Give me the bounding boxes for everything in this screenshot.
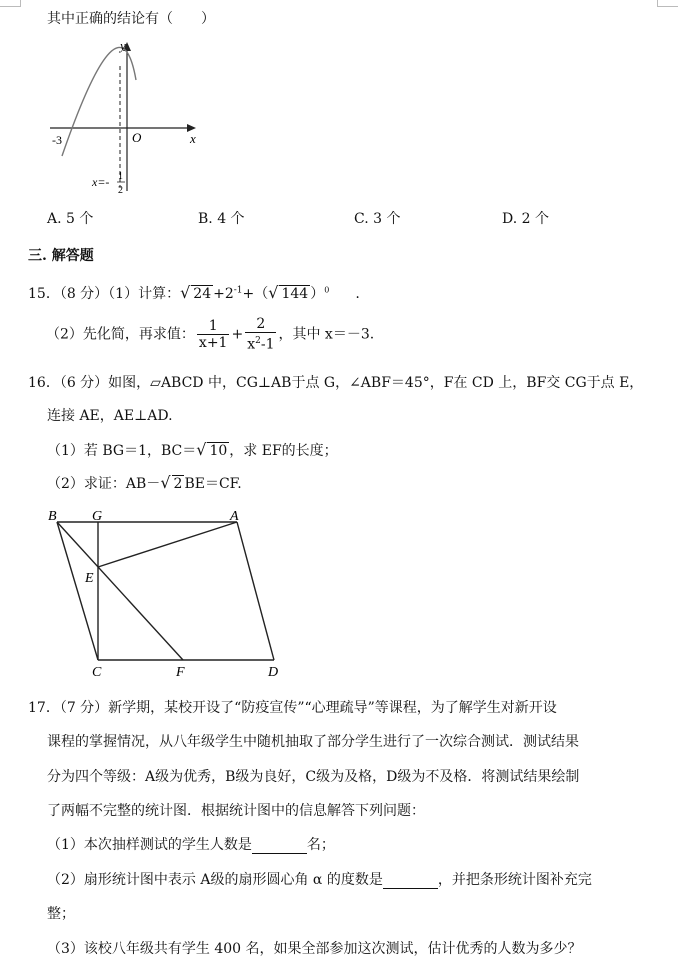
sqrt-symbol-3: √ xyxy=(196,440,207,459)
sqrt-symbol-4: √ xyxy=(160,473,171,492)
page-corner-mark-left xyxy=(0,0,21,7)
q17-line4: 了两幅不完整的统计图．根据统计图中的信息解答下列问题： xyxy=(47,803,425,819)
q16-part1-b: ，求 EF的长度； xyxy=(229,443,338,459)
q16-radicand-2: 2 xyxy=(173,476,183,492)
fraction-2 xyxy=(245,316,276,353)
choice-d: D. 2 个 xyxy=(502,211,549,227)
fraction-1 xyxy=(197,318,230,351)
parabola-graph xyxy=(40,36,220,201)
section-title: 三. 解答题 xyxy=(28,248,94,264)
label-G: G xyxy=(92,509,103,524)
sqrt-symbol: √ xyxy=(180,283,191,302)
q15-part2 xyxy=(46,316,374,353)
q17-sub1 xyxy=(47,834,335,854)
segment-AD xyxy=(237,522,274,660)
q17-line3: 分为四个等级：A级为优秀，B级为良好，C级为及格，D级为不及格．将测试结果绘制 xyxy=(47,769,580,785)
intro-prompt: 其中正确的结论有（ ） xyxy=(47,11,215,27)
q16-part2 xyxy=(47,473,242,493)
origin-label: O xyxy=(132,130,142,145)
q15-plus-2: +2 xyxy=(213,286,234,302)
q15-condition: ，其中 x＝－3. xyxy=(278,326,375,343)
q15-paren-open: +（ xyxy=(242,286,269,302)
parallelogram-figure xyxy=(40,505,300,680)
page-corner-mark-right xyxy=(657,0,678,7)
q16-line2: 连接 AE，AE⊥AD. xyxy=(47,408,173,424)
q15-part2-head: （2）先化简，再求值： xyxy=(46,326,195,343)
q16-part1 xyxy=(47,440,338,460)
segment-CB xyxy=(57,522,98,660)
q15-paren-close: ） xyxy=(310,286,325,302)
q17-sub3: （3）该校八年级共有学生 400 名，如果全部参加这次测试，估计优秀的人数为多少？ xyxy=(47,941,582,957)
q17-sub1-b: 名； xyxy=(306,837,335,853)
half-numerator: 1 xyxy=(118,171,123,182)
q15-radicand-2: 144 xyxy=(281,286,309,302)
y-axis-label: y xyxy=(120,38,126,53)
parabola-curve xyxy=(62,47,136,156)
sqrt-symbol-2: √ xyxy=(268,283,279,302)
q16-part2-b: BE＝CF. xyxy=(184,476,242,492)
label-F: F xyxy=(176,665,185,680)
q17-line1: 17．（7 分）新学期，某校开设了“防疫宣传”“心理疏导”等课程，为了解学生对新开设 xyxy=(28,700,557,716)
q16-part1-a: （1）若 BG＝1，BC＝ xyxy=(47,443,197,459)
choice-a: A. 5 个 xyxy=(47,211,94,227)
segment-EA xyxy=(98,522,237,567)
q16-head: 16．（6 分）如图，▱ABCD 中，CG⊥AB于点 G，∠ABF＝45°，F在 CD 上，BF交 CG于点 E， xyxy=(28,375,644,391)
label-B: B xyxy=(48,509,57,524)
fraction-2-numerator: 2 xyxy=(245,316,276,333)
q15-plus: + xyxy=(231,326,244,343)
choice-c: C. 3 个 xyxy=(354,211,401,227)
q17-sub1-a: （1）本次抽样测试的学生人数是 xyxy=(47,837,252,853)
fraction-2-denominator xyxy=(245,333,276,353)
q15-head: 15．（8 分）（1）计算： xyxy=(28,286,181,302)
q15-exp-neg1: -1 xyxy=(233,285,243,296)
fraction-2-x: x xyxy=(247,336,256,353)
answer-blank-2[interactable] xyxy=(383,872,438,889)
fraction-2-tail: -1 xyxy=(260,336,275,353)
segment-BF xyxy=(57,522,183,660)
q17-sub2 xyxy=(47,869,592,889)
fraction-1-denominator: x+1 xyxy=(198,334,228,351)
q15-part1 xyxy=(28,283,360,303)
q16-part2-a: （2）求证：AB－ xyxy=(47,476,161,492)
q15-exp-zero: 0 xyxy=(324,285,330,295)
label-D: D xyxy=(268,665,279,680)
q17-line2: 课程的掌握情况，从八年级学生中随机抽取了部分学生进行了一次综合测试．测试结果 xyxy=(47,734,579,750)
choice-b: B. 4 个 xyxy=(198,211,245,227)
q16-radicand-10: 10 xyxy=(209,443,228,459)
symmetry-axis-label: x=- xyxy=(92,175,110,189)
answer-blank-1[interactable] xyxy=(252,837,307,854)
q17-sub2-cont: 整； xyxy=(47,906,75,922)
q15-period: . xyxy=(355,286,360,302)
label-E: E xyxy=(85,571,94,586)
label-C: C xyxy=(92,665,102,680)
q17-sub2-a: （2）扇形统计图中表示 A级的扇形圆心角 α 的度数是 xyxy=(47,872,383,888)
x-axis-label: x xyxy=(190,131,196,146)
fraction-2-exp: 2 xyxy=(255,336,261,346)
fraction-1-numerator: 1 xyxy=(197,318,230,335)
label-A: A xyxy=(230,509,239,524)
q17-sub2-b: ，并把条形统计图补充完 xyxy=(437,872,592,888)
half-denominator: 2 xyxy=(118,185,123,196)
q15-radicand-1: 24 xyxy=(193,286,212,302)
neg-three-label: -3 xyxy=(52,133,62,147)
